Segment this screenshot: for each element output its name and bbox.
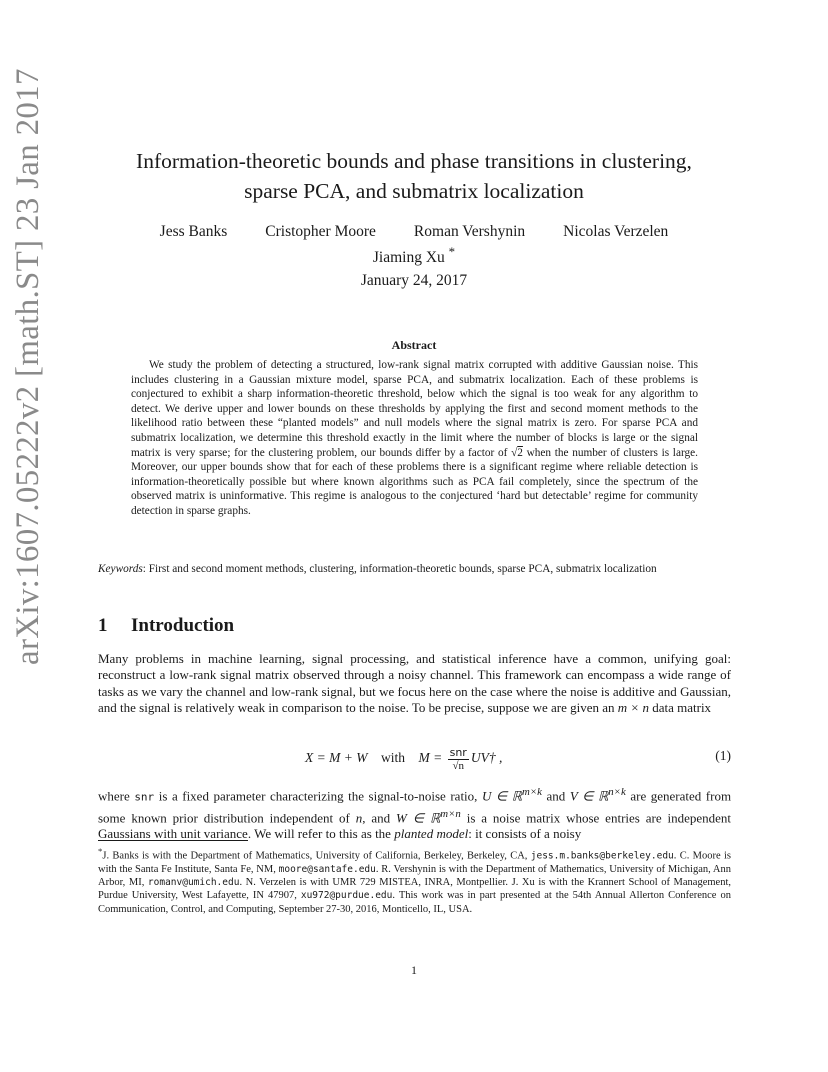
page-number: 1	[411, 963, 417, 977]
eq-lhs: X = M + W	[305, 750, 368, 766]
eq-fraction	[448, 746, 469, 772]
emphasis: planted model	[394, 826, 469, 842]
email-link[interactable]: jess.m.banks@berkeley.edu	[530, 850, 674, 862]
equation-number: (1)	[715, 748, 731, 763]
author-row	[100, 242, 728, 268]
keywords	[98, 562, 731, 577]
intro-text: is a noise matrix whose entries are independent Gaussians with unit variance. We will refer to this as the	[98, 809, 732, 842]
intro-text: Many problems in machine learning, signal processing, and statistical inference have a common, unifying goal: reconstruct a low-rank signal matrix observed through a noisy channel. This framework can encompass a wide range of tasks as we vary the channel and low-rank signal, but we focus here on the case where the noise is additive and Gaussian, and the signal is relatively weak in comparison to the noise. To be precise, suppose we are given an	[98, 651, 731, 715]
abstract-heading: Abstract	[391, 338, 437, 352]
eq-m: M =	[418, 750, 443, 766]
inline-math: m × n	[617, 699, 649, 715]
inline-math: W ∈ ℝ	[396, 809, 441, 825]
footnote-text: . This work was in part presented at the 54th Annual Allerton Conference on Communication, Control, and Computing, September 27-30, 2016, Monticello, IL, USA.	[98, 890, 731, 915]
inline-math: U ∈ ℝ	[481, 788, 523, 804]
email-link[interactable]: xu972@purdue.edu	[300, 890, 393, 902]
intro-text: are generated from some known prior distribution independent of	[98, 788, 732, 825]
email-link[interactable]: romanv@umich.edu	[147, 877, 240, 889]
intro-text: is a fixed parameter characterizing the signal-to-noise ratio,	[158, 788, 478, 804]
sqrt-expression	[511, 447, 523, 459]
footnote-text: . N. Verzelen is with UMR 729 MISTEA, INRA, Montpellier. J. Xu is with the Krannert School of Management, Purdue University, West Lafayette, IN 47907,	[98, 877, 731, 902]
section-title: Introduction	[131, 615, 235, 636]
arxiv-stamp-text: arXiv:1607.05222v2 [math.ST] 23 Jan 2017	[10, 68, 46, 665]
intro-text: data matrix	[652, 699, 712, 715]
author-name: Jiaming Xu	[372, 249, 445, 267]
intro-text: where	[98, 788, 130, 804]
author-name: Nicolas Verzelen	[563, 223, 669, 240]
author-name: Cristopher Moore	[265, 223, 376, 240]
abstract-text	[131, 358, 698, 519]
keywords-label: Keywords	[98, 563, 143, 575]
author-row	[100, 222, 728, 242]
inline-math: V ∈ ℝ	[569, 788, 609, 804]
intro-text: : it consists of a noisy	[468, 826, 582, 842]
eq-rhs: UV† ,	[470, 750, 503, 766]
footnote-text: . R. Vershynin is with the Department of Mathematics, University of Michigan, Ann Arbor, MI,	[98, 863, 732, 889]
footnote-mark[interactable]: *	[448, 244, 456, 259]
footnote-mark: *	[98, 846, 103, 856]
section-number: 1	[98, 615, 108, 636]
eq-fraction-numerator: snr	[449, 746, 467, 759]
sqrt-symbol: √	[511, 446, 518, 459]
abstract-part-1: We study the problem of detecting a structured, low-rank signal matrix corrupted with additive Gaussian noise. This includes clustering in a Gaussian mixture model, sparse PCA, and submatrix localization. Each of these problems is conjectured to exhibit a sharp information-theoretic threshold, below which the signal is too weak for any algorithm to detect. We derive upper and lower bounds on these thresholds by applying the first and second moment methods to the likelihood ratio between these “planted models” and null models where the signal matrix is zero. For sparse PCA and submatrix localization, we determine this threshold exactly in the limit where the number of blocks is large or the signal matrix is very sparse; for the clustering problem, our bounds differ by a factor of	[131, 359, 698, 459]
inline-math: n	[355, 809, 363, 825]
intro-paragraph-2	[98, 784, 731, 843]
eq-fraction-denominator: √n	[452, 760, 464, 772]
paper-date: January 24, 2017	[360, 272, 468, 289]
sqrt-argument: 2	[517, 446, 523, 459]
intro-text: , and	[362, 809, 391, 825]
footnote-rule	[98, 840, 248, 841]
footnote	[98, 845, 731, 916]
snr-symbol: snr	[134, 790, 155, 804]
footnote-text: . C. Moore is with the Santa Fe Institute, Santa Fe, NM,	[98, 850, 731, 875]
paper-title	[90, 146, 738, 206]
section-heading	[98, 615, 234, 637]
equation-1	[98, 738, 731, 778]
inline-math-sup: n×k	[608, 786, 626, 798]
inline-math-sup: m×k	[522, 786, 542, 798]
inline-math-sup: m×n	[440, 807, 461, 820]
email-link[interactable]: moore@santafe.edu	[278, 863, 376, 875]
intro-text: and	[546, 788, 566, 804]
author-name: Roman Vershynin	[413, 223, 526, 240]
title-line-1: Information-theoretic bounds and phase transitions in clustering,	[136, 149, 692, 173]
abstract-part-2: when the number of clusters is large. Moreover, our upper bounds show that for each of these problems there is a significant regime where reliable detection is information-theoretically possible but where known algorithms such as PCA fail completely, since the spectrum of the observed matrix is uninformative. This regime is analogous to the conjectured ‘hard but detectable’ regime for community detection in sparse graphs.	[131, 446, 699, 517]
author-list	[100, 222, 728, 268]
equation-body	[305, 746, 502, 772]
footnote-text: J. Banks is with the Department of Mathematics, University of California, Berkeley, Berkeley, CA,	[102, 850, 528, 862]
author-name: Jess Banks	[159, 223, 228, 240]
intro-paragraph-1	[98, 651, 731, 716]
title-line-2: sparse PCA, and submatrix localization	[244, 179, 584, 203]
keywords-text: : First and second moment methods, clustering, information-theoretic bounds, sparse PCA, submatrix localization	[142, 563, 657, 575]
eq-with: with	[380, 750, 405, 766]
